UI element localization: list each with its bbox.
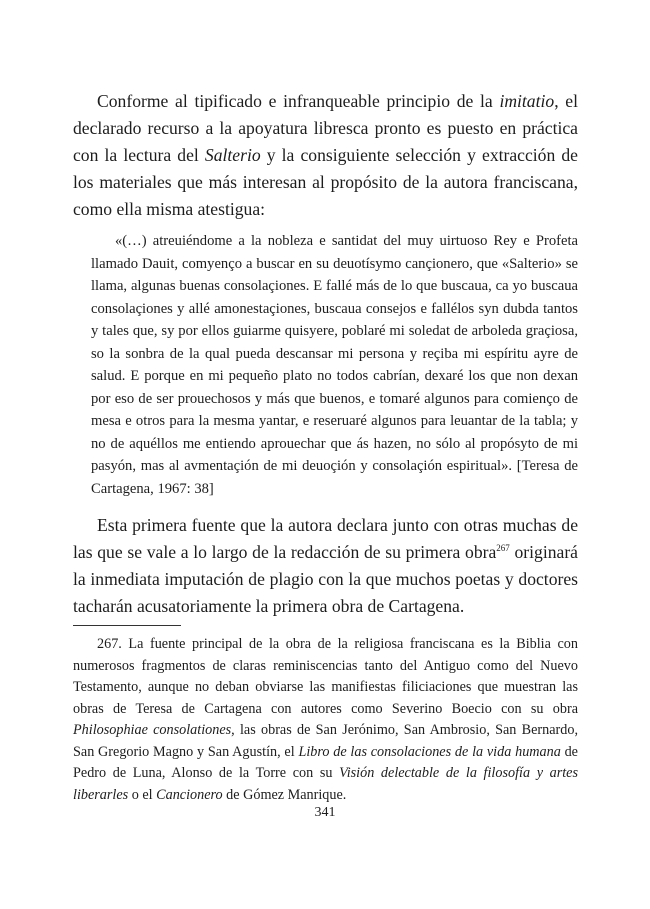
paragraph-intro-text-2: , el declarado recurso a la apoyatura libresca pronto es puesto en práctica con la lectura del	[73, 91, 578, 165]
title-vision-delectable: Visión delectable de la filosofía y artes liberarles	[73, 765, 579, 803]
title-salterio: Salterio	[204, 145, 261, 165]
footnote-text-2: , las obras de San Jerónimo, San Ambrosio, San Bernardo, San Gregorio Magno y San Agustín, el	[73, 722, 579, 760]
title-cancionero: Cancionero	[156, 786, 223, 803]
footnote-text-1: 267. La fuente principal de la obra de la religiosa franciscana es la Biblia con numerosos fragmentos de claras reminiscencias tanto del Antiguo como del Nuevo Testamento, aunque no deban obviarse las manifiestas filiciaciones que muestran las obras de Teresa de Cartagena con autores como Severino Boecio con su obra	[73, 636, 578, 717]
title-libro-consolaciones: Libro de las consolaciones de la vida humana	[298, 743, 561, 760]
footnote-separator	[73, 625, 181, 626]
paragraph-plagiarism	[73, 512, 578, 620]
paragraph-intro-text-3: y la consiguiente selección y extracción de los materiales que más interesan al propósito de la autora franciscana, como ella misma atestigua:	[73, 145, 578, 219]
block-quote: «(…) atreuiéndome a la nobleza e santidat del muy uirtuoso Rey e Profeta llamado Dauit, comyenço a buscar en su deuotísymo cançionero, que «Salterio» se llama, algunas buenas consolaçiones. E fallé más de lo que buscaua, ca yo buscaua consolaçiones y allé amonestaçiones, buscaua consejos e fallélos syn dubda tantos y tales que, sy por ellos guiarme quisyere, poblaré mi soledat de arboleda graçiosa, so la sonbra de la qual pueda descansar mi persona y reçiba mi espíritu ayre de salud. E porque en mi pequeño plato no todos cabrían, dexaré los que non dexan por eso de ser prouechosos y más que buenos, e tomaré algunos para comienço de mesa e otros para la mesma yantar, e reseruaré algunos para leuantar de la tabla; y no de aquéllos me entiendo aprouechar que ás hazen, no sólo al propósyto de mi pasyón, mas al avmentaçión de mi deuoçión y consolaçión espiritual». [Teresa de Cartagena, 1967: 38]	[91, 233, 578, 497]
footnote-reference[interactable]: 267	[496, 543, 510, 553]
title-philosophiae: Philosophiae consolationes	[73, 722, 232, 738]
footnote-text-5: de Gómez Manrique.	[222, 786, 347, 803]
term-imitatio: imitatio	[499, 91, 555, 111]
footnote-267	[73, 634, 578, 806]
page-number: 341	[314, 805, 336, 820]
paragraph-intro-text-1: Conforme al tipificado e infranqueable principio de la	[97, 91, 500, 111]
paragraph-plagiarism-text-1: Esta primera fuente que la autora declara junto con otras muchas de las que se vale a lo largo de la redacción de su primera obra	[73, 515, 578, 562]
paragraph-intro	[73, 88, 578, 223]
paragraph-plagiarism-text-2: originará la inmediata imputación de plagio con la que muchos poetas y doctores tacharán acusatoriamente la primera obra de Cartagena.	[73, 542, 578, 616]
footnote-text-4: o el	[128, 786, 157, 803]
footnote-text-3: de Pedro de Luna, Alonso de la Torre con su	[73, 743, 578, 781]
